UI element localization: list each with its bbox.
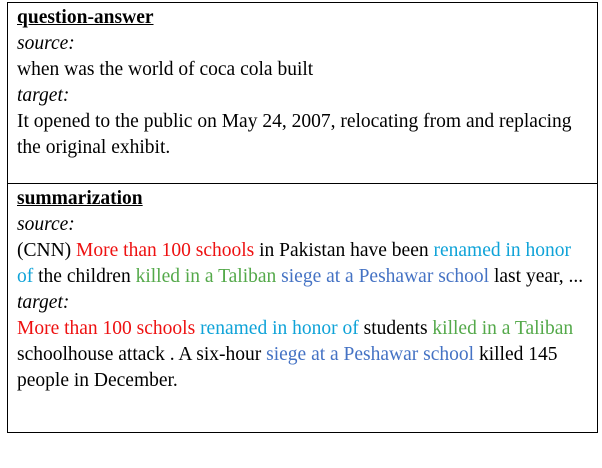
text-segment-black: the children [33,266,136,287]
text-segment-cyan: renamed in honor of [200,318,359,339]
text-segment-black: (CNN) [17,240,77,261]
qa-source-text: when was the world of coca cola built [17,59,314,80]
summarization-heading: summarization [17,188,143,209]
text-segment-blue: siege at a Peshawar school [266,344,475,365]
text-segment-black: last year, ... [489,266,584,287]
summarization-target-text [17,316,589,394]
text-segment-green: killed in a Taliban [135,266,277,287]
text-segment-cyan: renamed in honor of [17,240,572,287]
qa-heading: question-answer [17,7,154,28]
text-segment-black: schoolhouse attack . A six-hour [17,344,267,365]
qa-section [8,3,597,183]
text-segment-black: in Pakistan have been [254,240,434,261]
qa-source-label: source: [17,33,75,54]
text-segment-green: killed in a Taliban [432,318,574,339]
summarization-source-label: source: [17,214,75,235]
summarization-section [8,184,597,394]
qa-target-text: It opened to the public on May 24, 2007, relocating from and replacing the original exhibit. [17,111,572,158]
summarization-source-text [17,238,589,290]
text-segment-red: More than 100 schools [76,240,255,261]
text-segment-black: killed 145 people in December. [17,344,558,391]
examples-table [7,2,598,433]
text-segment-blue: siege at a Peshawar school [281,266,490,287]
text-segment-black: students [358,318,433,339]
summarization-target-label: target: [17,292,70,313]
qa-target-label: target: [17,85,70,106]
text-segment-red: More than 100 schools [17,318,196,339]
